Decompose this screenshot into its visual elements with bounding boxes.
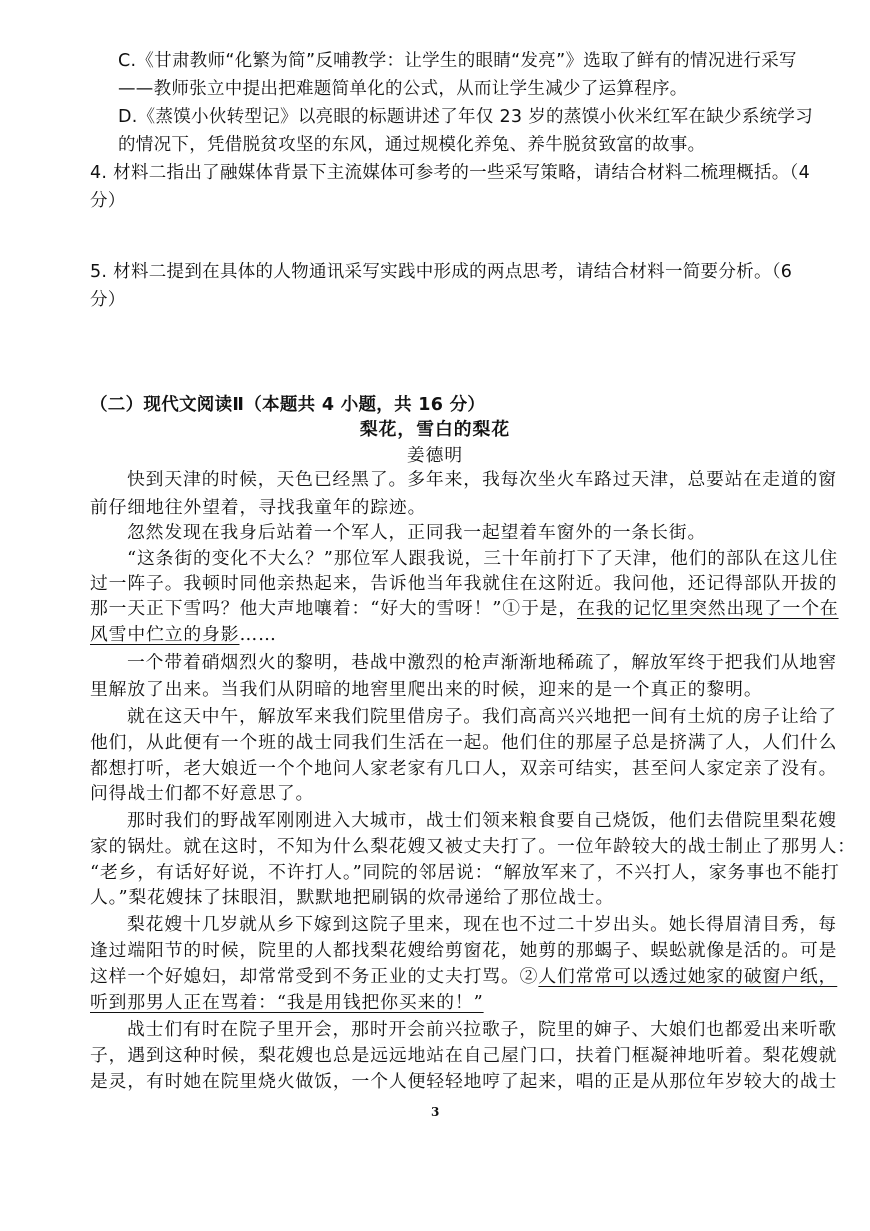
passage-text: 这样一个好媳妇，却常常受到不务正业的丈夫打骂。② xyxy=(90,966,539,987)
question-5-line2: 分） xyxy=(90,290,126,310)
passage-line xyxy=(90,963,837,991)
passage-text: …… xyxy=(239,624,277,645)
passage-line: 前仔细地往外望着，寻找我童年的踪迹。 xyxy=(90,497,427,518)
passage-line: 那时我们的野战军刚刚进入大城市，战士们领来粮食要自己烧饭，他们去借院里梨花嫂 xyxy=(127,810,837,831)
option-c-line1: C.《甘肃教师“化繁为简”反哺教学：让学生的眼睛“发亮”》选取了鲜有的情况进行采写 xyxy=(118,51,797,71)
underlined-sentence-1: 在我的记忆里突然出现了一个在 xyxy=(577,598,839,619)
passage-line: 梨花嫂十几岁就从乡下嫁到这院子里来，现在也不过二十岁出头。她长得眉清目秀，每 xyxy=(127,914,837,935)
passage-line: 家的锅灶。就在这时，不知为什么梨花嫂又被丈夫打了。一位年龄较大的战士制止了那男人： xyxy=(90,836,856,857)
underlined-sentence-2-end: 听到那男人正在骂着：“我是用钱把你买来的！” xyxy=(90,992,484,1013)
passage-line: 就在这天中午，解放军来我们院里借房子。我们高高兴兴地把一间有土炕的房子让给了 xyxy=(127,706,837,727)
passage-title: 梨花，雪白的梨花 xyxy=(359,419,511,440)
passage-text: 那一天正下雪吗？他大声地嚷着：“好大的雪呀！”①于是， xyxy=(90,598,578,619)
passage-line: 问得战士们都不好意思了。 xyxy=(90,783,315,804)
passage-line: 子，遇到这种时候，梨花嫂也总是远远地站在自己屋门口，扶着门框凝神地听着。梨花嫂就 xyxy=(90,1045,838,1066)
question-4-line2: 分） xyxy=(90,191,126,211)
section-heading: （二）现代文阅读Ⅱ（本题共 4 小题，共 16 分） xyxy=(90,395,486,415)
passage-line: 人。”梨花嫂抹了抹眼泪，默默地把刷锅的炊帚递给了那位战士。 xyxy=(90,887,615,908)
passage-line: 他们，从此便有一个班的战士同我们生活在一起。他们住的那屋子总是挤满了人，人们什么 xyxy=(90,732,838,753)
passage-line: 逢过端阳节的时候，院里的人都找梨花嫂给剪窗花，她剪的那蝎子、蜈蚣就像是活的。可是 xyxy=(90,940,838,961)
passage-line: 过一阵子。我顿时同他亲热起来，告诉他当年我就住在这附近。我问他，还记得部队开拔的 xyxy=(90,573,838,594)
question-4-line1: 4. 材料二指出了融媒体背景下主流媒体可参考的一些采写策略，请结合材料二梳理概括。（4 xyxy=(90,163,811,183)
passage-line: 一个带着硝烟烈火的黎明，巷战中激烈的枪声渐渐地稀疏了，解放军终于把我们从地窖 xyxy=(127,652,837,673)
passage-line xyxy=(90,621,277,649)
passage-line: “老乡，有话好好说，不许打人。”同院的邻居说：“解放军来了，不兴打人，家务事也不能打 xyxy=(90,862,840,883)
option-d-line2: 的情况下，凭借脱贫攻坚的东风，通过规模化养兔、养牛脱贫致富的故事。 xyxy=(118,135,706,155)
passage-author: 姜德明 xyxy=(406,445,464,466)
page-number: 3 xyxy=(431,1105,440,1119)
option-d-line1: D.《蒸馍小伙转型记》以亮眼的标题讲述了年仅 23 岁的蒸馍小伙米红军在缺少系统学习 xyxy=(118,107,814,127)
passage-line: 是灵，有时她在院里烧火做饭，一个人便轻轻地哼了起来，唱的正是从那位年岁较大的战士 xyxy=(90,1071,838,1092)
passage-line: 里解放了出来。当我们从阴暗的地窖里爬出来的时候，迎来的是一个真正的黎明。 xyxy=(90,679,763,700)
option-c-line2: ——教师张立中提出把难题简单化的公式，从而让学生减少了运算程序。 xyxy=(118,79,688,99)
passage-line: 快到天津的时候，天色已经黑了。多年来，我每次坐火车路过天津，总要站在走道的窗 xyxy=(127,469,837,490)
underlined-sentence-2: 人们常常可以透过她家的破窗户纸， xyxy=(538,966,838,987)
passage-line: 都想打听，老大娘近一个个地问人家老家有几口人，双亲可结实，甚至问人家定亲了没有。 xyxy=(90,758,838,779)
question-5-line1: 5. 材料二提到在具体的人物通讯采写实践中形成的两点思考，请结合材料一简要分析。（6 xyxy=(90,262,793,282)
passage-line: 战士们有时在院子里开会，那时开会前兴拉歌子，院里的婶子、大娘们也都爱出来听歌 xyxy=(127,1019,837,1040)
passage-line: “这条街的变化不大么？”那位军人跟我说，三十年前打下了天津，他们的部队在这儿住 xyxy=(127,548,839,569)
passage-line xyxy=(90,595,839,623)
passage-line: 忽然发现在我身后站着一个军人，正同我一起望着车窗外的一条长街。 xyxy=(127,522,707,543)
underlined-sentence-1-end: 风雪中伫立的身影 xyxy=(90,624,240,645)
